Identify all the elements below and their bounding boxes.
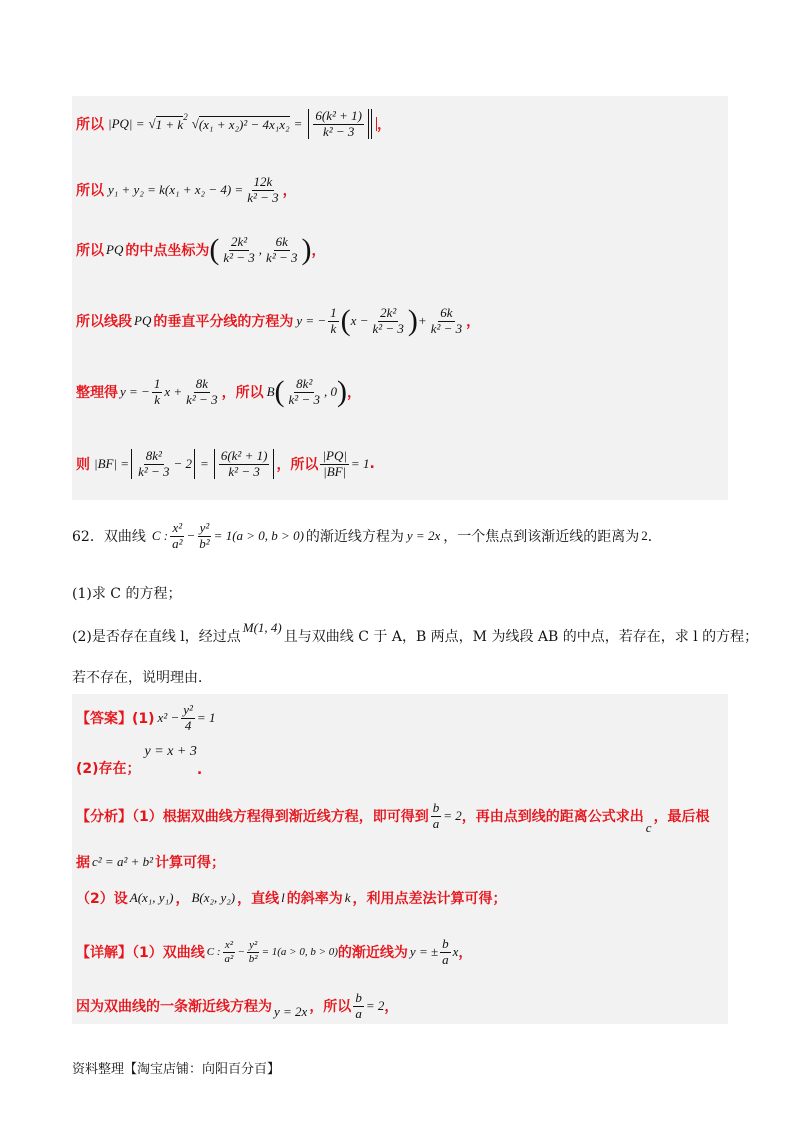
math-sum-y: y₁ + y₂ = k(x₁ + x₂ − 4) = [108,182,244,197]
fraction [181,703,195,734]
frac-den: a² [172,535,183,551]
line-label: 整理得 [76,385,118,401]
math-c: c [645,820,652,835]
punct: ， [282,183,297,199]
fraction [197,521,211,552]
frac-den: b² [248,952,258,965]
math-expr: y = − [120,384,150,399]
paren-close: ) [407,304,418,337]
problem-text: 的渐近线方程为 [305,529,404,545]
math-sqrt-1: 1 + k [155,116,184,132]
fraction [170,521,184,552]
math-condition: = 1(a > 0, b > 0) [213,528,304,543]
problem-62-line [72,512,662,560]
detail-text: ，所以 [309,999,352,1015]
analysis-text: 【分析】（1）根据双曲线方程得到渐近线方程，即可得到 [76,809,429,825]
frac-num: 2k² [230,233,248,249]
frac-den: k² − 3 [247,189,279,205]
line-label: 所以线段 [76,314,132,330]
solution-line-2 [76,170,297,210]
frac-num: 1 [330,304,337,320]
equals-sign: = [293,116,303,131]
line-text: 的中点坐标为 [125,243,210,259]
math-expr: − 2 [173,456,193,471]
solution-line-3 [76,224,326,276]
paren-open: ( [274,375,285,408]
paren-open: ( [340,304,351,337]
abs-fraction [212,449,277,480]
line-label: 所以 [76,117,104,133]
line-text: ，所以 [276,457,319,473]
solution-line-4 [76,294,480,348]
punct: ， [175,891,190,907]
fraction [431,801,442,832]
math-pq: PQ [106,242,124,257]
fraction [223,939,236,965]
math-c: C : [206,946,221,958]
question-2-cont [72,666,212,688]
equals-sign: = [200,456,209,471]
abs-fraction [306,109,374,140]
math-l: l [281,890,285,905]
math-answer-line: y = x + 3 [144,744,197,759]
frac-num: |PQ| [322,447,347,463]
frac-den: k² − 3 [288,391,320,407]
frac-den: k² − 3 [223,249,255,265]
punct: ， [458,945,473,961]
math-expr: y = − [296,313,327,328]
math-distance: 2 [641,528,648,543]
frac-num: 1 [153,375,161,391]
answer-line-1 [76,698,215,738]
math-c: C : [151,528,169,543]
frac-den: a² [224,952,234,965]
fraction [440,937,451,968]
math-expr: , 0 [323,384,337,399]
frac-den: a [355,1005,362,1021]
fraction [247,939,260,965]
question-1 [72,582,181,604]
frac-num: 6(k² + 1) [315,107,362,123]
math-condition: = 1(a > 0, b > 0) [261,946,338,958]
frac-den: k² − 3 [266,249,298,265]
punct: ， [346,385,361,401]
punct: ， [376,117,391,133]
frac-num: y² [183,701,193,717]
solution-line-1 [76,98,391,150]
page-footer: 资料整理【淘宝店铺：向阳百分百】 [72,1062,281,1077]
detail-line-2 [76,986,398,1026]
math-expr: y = ± [409,944,439,959]
detail-text: 【详解】（1）双曲线 [76,945,205,961]
frac-num: 8k² [296,375,313,391]
analysis-line-2 [76,850,225,874]
fraction [152,377,163,408]
answer-line-2 [76,744,202,778]
line-label: 则 [76,457,90,473]
comma: , [258,242,263,257]
analysis-line-3 [76,884,507,912]
question-text: 且与双曲线 C 于 A，B 两点，M 为线段 AB 的中点，若存在，求 l 的方程； [283,629,759,645]
line-text: ，所以 [221,385,264,401]
solution-line-5 [76,366,361,418]
punct: ． [647,529,662,545]
question-text: (2)是否存在直线 l，经过点 [72,629,241,645]
math-expr: x + [164,384,183,399]
punct: ， [311,243,326,259]
problem-text: ，一个焦点到该渐近线的距离为 [443,529,640,545]
math-pq-length: |PQ| = [108,116,145,131]
math-sup: 2 [183,112,188,122]
problem-number: 62．双曲线 [72,529,146,545]
question-text: 若不存在，说明理由． [72,670,212,686]
fraction [245,175,280,206]
fraction [287,377,322,408]
analysis-text: （2）设 [76,891,128,907]
analysis-text: ，最后根 [653,809,710,825]
punct: . [196,762,203,778]
answer-label: (2)存在； [76,761,141,777]
math-expr: c² = a² + b² [92,854,154,869]
punct: . [369,456,375,472]
math-k: k [344,890,351,905]
line-text: 的垂直平分线的方程为 [153,314,294,330]
line-label: 所以 [76,183,104,199]
math-x: x [452,944,459,959]
math-expr: x − [350,313,369,328]
analysis-text: 的斜率为 [286,891,343,907]
math-point-b: B(x₂, y₂) [191,890,236,905]
math-pq: PQ [134,313,152,328]
frac-num: b [355,989,362,1005]
answer-label: 【答案】(1) [76,711,155,727]
detail-text: 因为双曲线的一条渐近线方程为 [76,999,272,1015]
frac-den: 4 [184,717,192,733]
analysis-text: 据 [76,855,90,871]
frac-den: k [154,391,160,407]
frac-den: k² − 3 [430,320,463,336]
abs-expr [129,449,197,480]
math-expr: = 2 [365,998,385,1013]
solution-line-6 [76,436,375,492]
analysis-line-1 [76,796,710,836]
math-minus: − [186,528,196,543]
paren-close: ) [336,375,347,408]
math-point-a: A(x₁, y₁) [129,890,174,905]
math-plus: + [417,313,427,328]
frac-den: k² − 3 [322,123,355,139]
frac-num: 2k² [380,304,397,320]
frac-num: y² [199,519,210,535]
detail-line-1 [76,932,472,972]
fraction [320,449,348,480]
frac-num: 6k [275,233,288,249]
analysis-text: 计算可得； [155,855,226,871]
frac-num: 12k [253,173,273,189]
fraction [353,991,364,1022]
math-expr: = 1 [196,710,216,725]
frac-den: a [432,815,440,831]
math-point-b: B [266,384,275,399]
frac-den: |BF| [323,463,347,479]
fraction [184,377,219,408]
line-label: 所以 [76,243,104,259]
frac-num: x² [224,938,233,951]
detail-text: 的渐近线为 [337,945,408,961]
punct: ， [466,314,481,330]
math-expr: = 2 [443,808,462,823]
frac-den: k² − 3 [138,463,170,479]
frac-num: 6(k² + 1) [220,447,268,463]
frac-den: a [442,951,449,967]
frac-den: k² − 3 [372,320,404,336]
fraction [429,306,464,337]
sqrt-sign-icon: √ [148,116,156,131]
math-asymptote: y = 2x [406,528,441,543]
math-expr: = 1 [350,456,370,471]
frac-num: b [442,935,449,951]
math-point-m: M(1, 4) [242,620,282,635]
question-2 [72,618,758,654]
fraction [370,306,405,337]
frac-den: k² − 3 [228,463,260,479]
question-text: (1)求 C 的方程； [72,586,182,602]
analysis-text: ，直线 [237,891,280,907]
frac-num: 8k [195,375,208,391]
frac-den: b² [199,535,210,551]
frac-num: x² [172,519,183,535]
punct: ， [384,999,399,1015]
frac-num: b [432,799,440,815]
math-expr: y = 2x [274,1004,308,1019]
paren-open: ( [209,233,220,266]
math-sqrt-2: (x₁ + x₂)² − 4x₁x₂ [198,116,290,132]
math-expr: x² − [157,710,180,725]
sqrt-sign-icon-2: √ [191,116,199,131]
fraction [328,306,339,337]
paren-close: ) [301,233,312,266]
frac-num: 6k [440,304,453,320]
frac-den: k [330,320,337,336]
frac-num: y² [249,938,258,951]
frac-den: k² − 3 [186,391,218,407]
analysis-text: ，再由点到线的距离公式求出 [461,809,644,825]
math-minus: − [237,946,245,958]
fraction [264,235,299,266]
fraction [221,235,256,266]
frac-num: 8k² [145,447,162,463]
analysis-text: ，利用点差法计算可得； [352,891,507,907]
math-bf: |BF| = [94,456,130,471]
